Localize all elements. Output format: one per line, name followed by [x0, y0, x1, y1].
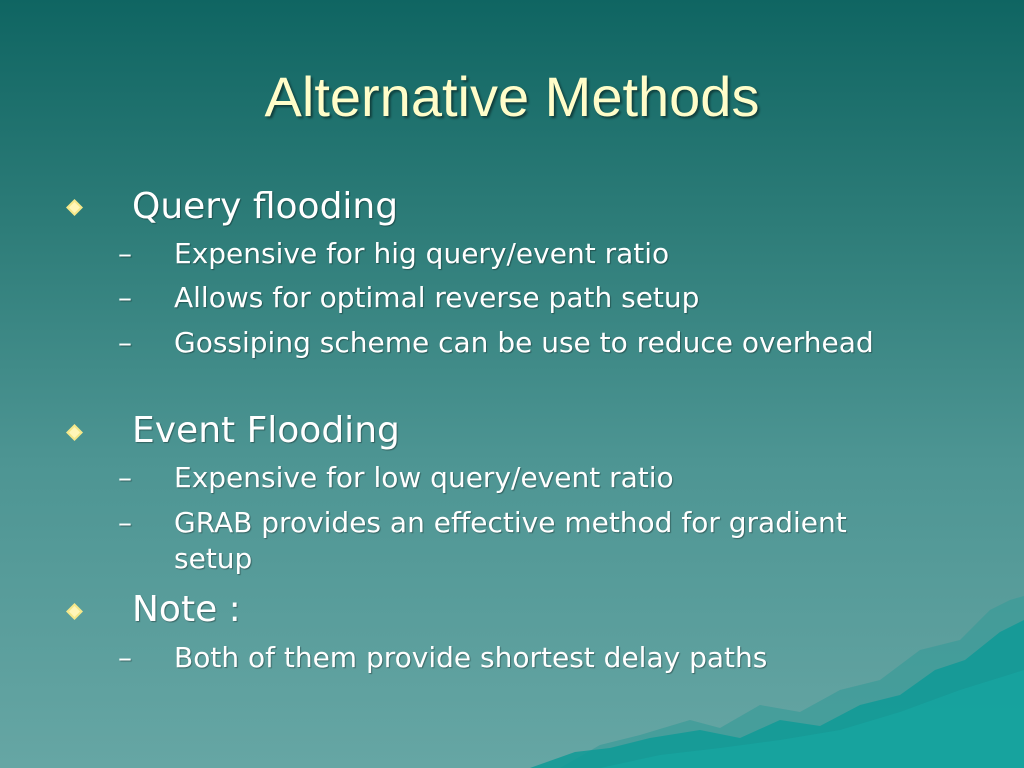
bullet-note: Note :: [132, 589, 241, 630]
subitem-query-1: Expensive for hig query/event ratio: [174, 237, 670, 270]
dash-glyph: –: [118, 506, 132, 539]
diamond-bullet-icon: [66, 199, 83, 216]
subitem-event-2: GRAB provides an effective method for gradient setup: [174, 506, 847, 575]
dash-glyph: –: [118, 237, 132, 270]
diamond-bullet-icon: [66, 424, 83, 441]
slide-title: Alternative Methods: [264, 65, 760, 128]
dash-glyph: –: [118, 641, 132, 674]
subitem-event-1: Expensive for low query/event ratio: [174, 461, 674, 494]
subitem-query-3: Gossiping scheme can be use to reduce overhead: [174, 326, 874, 359]
diamond-bullet-icon: [66, 603, 83, 620]
bullet-event-flooding: Event Flooding: [132, 410, 400, 451]
dash-glyph: –: [118, 326, 132, 359]
subitem-note-1: Both of them provide shortest delay paths: [174, 641, 768, 674]
bullet-query-flooding: Query flooding: [132, 186, 399, 227]
dash-glyph: –: [118, 281, 132, 314]
dash-glyph: –: [118, 461, 132, 494]
subitem-query-2: Allows for optimal reverse path setup: [174, 281, 700, 314]
